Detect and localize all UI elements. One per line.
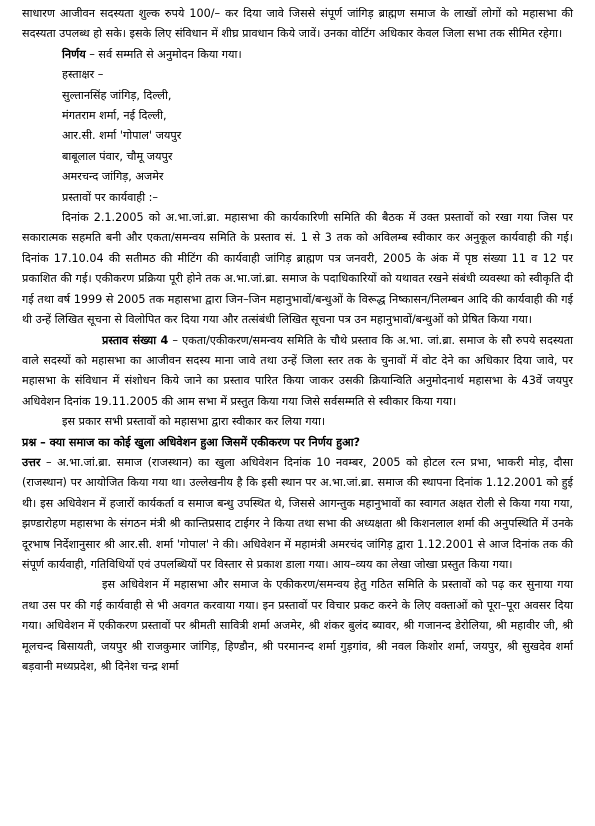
answer-paragraph [22,453,573,575]
signature-block [62,65,573,208]
proposal-4-label: प्रस्ताव संख्या 4 [102,333,169,347]
action-heading: प्रस्तावों पर कार्यवाही :– [62,190,159,204]
paragraph-all-accepted: इस प्रकार सभी प्रस्तावों को महासभा द्वारा स्वीकार कर लिया गया। [62,415,326,429]
decision-label: निर्णय [62,47,86,61]
paragraph-meeting: दिनांक 2.1.2005 को अ.भा.जां.ब्रा. महासभा की कार्यकारिणी समिति की बैठक में उक्त प्रस्तावों को रखा गया जिस पर सकारात्मक सहमति बनी और एकता/समन्वय समिति के प्रस्ताव सं. 1 से 3 तक को अविलम्ब स्वीकार कर अनुकूल कार्यवाही की गई। दिनांक 17.10.04 की सतीमठ की मीटिंग की कार्यवाही जांगिड़ ब्राह्मण पत्र जनवरी, 2005 के अंक में पृष्ठ संख्या 11 व 12 पर प्रकाशित की गई। एकीकरण प्रक्रिया पूरी होने तक अ.भा.जां.ब्रा. समाज के पदाधिकारियों को यथावत रखने संबंधी व्यवस्था को स्वीकृति दी गई तथा वर्ष 1999 से 2005 तक महासभा द्वारा जिन–जिन महानुभावों/बन्धुओं के विरूद्ध निष्कासन/निलम्बन आदि की कार्यवाही की गई थी उन्हें लिखित सूचना से विलोपित कर दिया गया और तत्संबंधी लिखित सूचना पत्र उन महानुभावों/बन्धुओं को प्रेषित किया गया। [22,211,573,327]
answer-text: – अ.भा.जां.ब्रा. समाज (राजस्थान) का खुला अधिवेशन दिनांक 10 नवम्बर, 2005 को होटल रत्न प्रभा, भाकरी मोड़, दौसा (राजस्थान) पर आयोजित किया गया था। उल्लेखनीय है कि इसी स्थान पर अ.भा.जां.ब्रा. समाज की स्थापना दिनांक 1.12.2001 को हुई थी। इस अधिवेशन में हजारों कार्यकर्ता व समाज बन्धु उपस्थित थे, जिससे आगन्तुक महानुभावों का स्वागत अक्षत रोली से किया गया गया, झण्डारोहण महासभा के संगठन मंत्री श्री कान्तिप्रसाद टाईगर ने किया तथा सभा की अध्यक्षता श्री किशनलाल शर्मा की अनुपस्थिति में उनके दूरभाष निर्देशानुसार श्री आर.सी. शर्मा 'गोपाल' ने की। अधिवेशन में महामंत्री अमरचंद जांगिड़ द्वारा 1.12.2001 से आज दिनांक तक की संपूर्ण कार्यवाही, गतिविधियों एवं उपलब्धियों पर विस्तार से प्रकाश डाला गया। आय–व्यय का लेखा जोखा प्रस्तुत किया गया। [22,455,573,571]
signature-heading: हस्ताक्षर – [62,68,104,82]
signatory: मंगतराम शर्मा, नई दिल्ली, [62,109,167,123]
proposal-4-paragraph [22,331,573,413]
question-line [22,433,573,453]
paragraph-membership-fee: साधारण आजीवन सदस्यता शुल्क रुपये 100/– कर दिया जावे जिससे संपूर्ण जांगिड़ ब्राह्मण समाज के लाखों लोगों को महासभा की सदस्यता उपलब्ध हो सके। इसके लिए संविधान में शीघ्र प्रावधान किये जावें। उनका वोटिंग अधिकार केवल जिला सभा तक सीमित रहेगा। [22,7,573,41]
signatory: बाबूलाल पंवार, चौमू जयपुर [62,149,173,163]
proposal-4-text: – एकता/एकीकरण/समन्वय समिति के चौथे प्रस्ताव कि अ.भा. जां.ब्रा. समाज के सौ रुपये सदस्यता वाले सदस्यों को महासभा का आजीवन सदस्य माना जावे तथा उन्हें जिला स्तर तक के चुनावों में वोट देने का अधिकार दिया जावे, पर महासभा के संविधान में संशोधन किये जाने का प्रस्ताव पारित किया जाकर उसकी क्रियान्विति अनुमोदनार्थ महासभा के 43वें जयपुर अधिवेशन दिनांक 19.11.2005 की आम सभा में प्रस्तुत किया गया जिसे सर्वसम्मति से स्वीकार किया गया। [22,333,573,408]
answer-label: उत्तर [22,455,41,469]
paragraph-final: इस अधिवेशन में महासभा और समाज के एकीकरण/समन्वय हेतु गठित समिति के प्रस्तावों को पढ़ कर सुनाया गया तथा उस पर की गई कार्यवाही से भी अवगत करवाया गया। इन प्रस्तावों पर विचार प्रकट करने के लिए वक्ताओं को पूरा–पूरा अवसर दिया गया। अधिवेशन में एकीकरण प्रस्तावों पर श्रीमती सावित्री शर्मा अजमेर, श्री शंकर बुलंद ब्यावर, श्री गजानन्द डेरोलिया, श्री महावीर जी, श्री मूलचन्द बिसायती, जयपुर श्री राजकुमार जांगिड़, हिण्डौन, श्री परमानन्द शर्मा गुड़गांव, श्री नवल किशोर शर्मा, जयपुर, श्री सुखदेव शर्मा बड़वानी मध्यप्रदेश, श्री दिनेश चन्द्र शर्मा [22,578,573,673]
signatory: सुल्तानसिंह जांगिड़, दिल्ली, [62,88,172,102]
question-label: प्रश्न [22,435,37,449]
decision-text: – सर्व सम्मति से अनुमोदन किया गया। [85,47,242,61]
decision-line [62,45,573,65]
signatory: आर.सी. शर्मा 'गोपाल' जयपुर [62,129,182,143]
signatory: अमरचन्द जांगिड़, अजमेर [62,170,164,184]
question-text: – क्या समाज का कोई खुला अधिवेशन हुआ जिसमें एकीकरण पर निर्णय हुआ? [36,435,361,449]
